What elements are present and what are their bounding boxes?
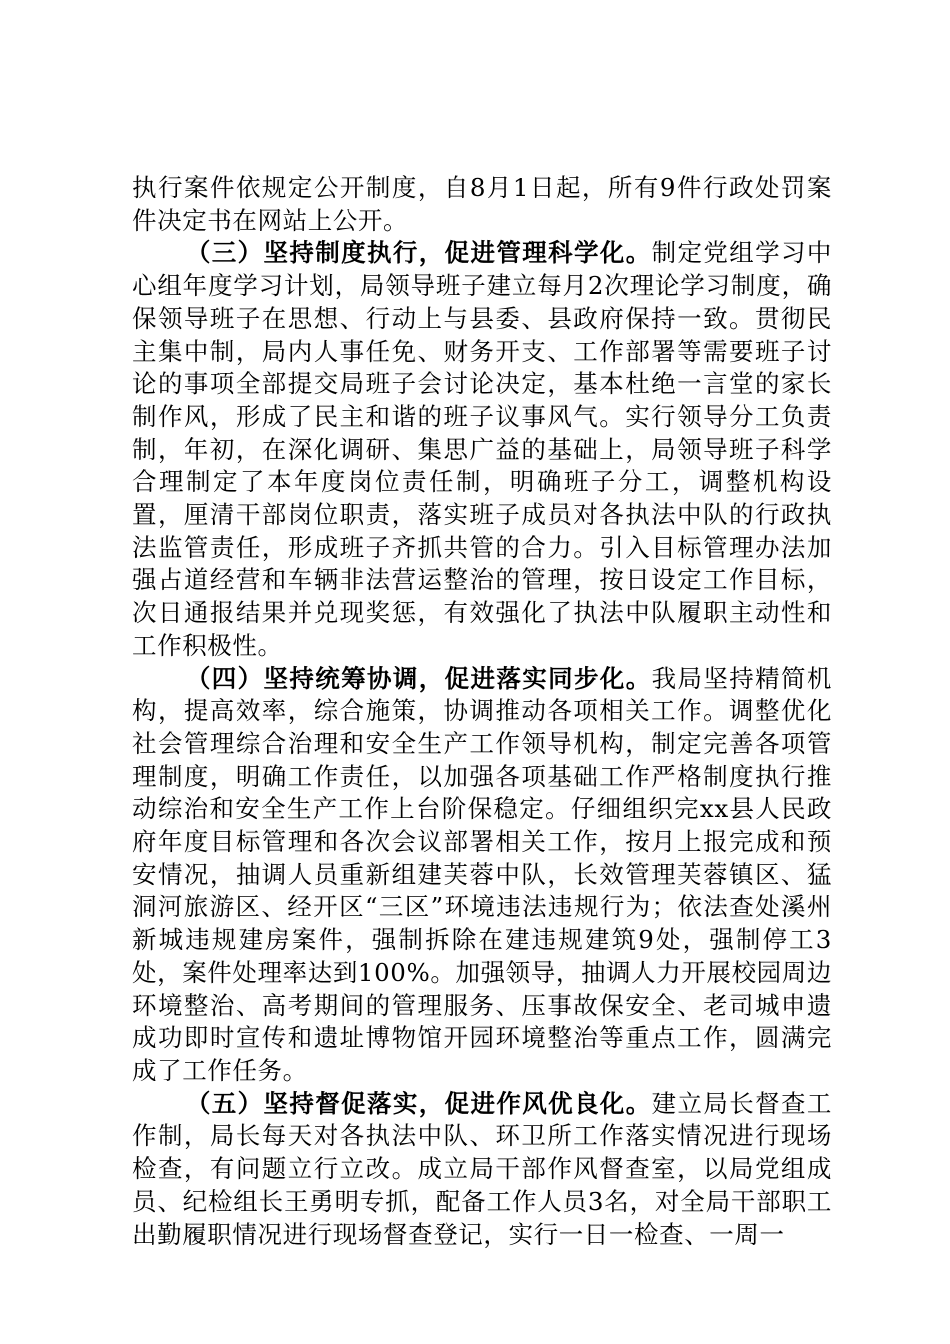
paragraph-continuation <box>132 172 832 237</box>
paragraph-text: 我局坚持精简机构，提高效率，综合施策，协调推动各项相关工作。调整优化社会管理综合治理和安全生产工作领导机构，制定完善各项管理制度，明确工作责任，以加强各项基础工作严格制度执行推动综治和安全生产工作上台阶保稳定。仔细组织完xx县人民政府年度目标管理和各次会议部署相关工作，按月上报完成和预安情况，抽调人员重新组建芙蓉中队，长效管理芙蓉镇区、猛洞河旅游区、经开区“三区”环境违法违规行为；依法查处溪州新城违规建房案件，强制拆除在建违规建筑9处，强制停工3处，案件处理率达到100%。加强领导，抽调人力开展校园周边环境整治、高考期间的管理服务、压事故保安全、老司城申遗成功即时宣传和遗址博物馆开园环境整治等重点工作，圆满完成了工作任务。 <box>132 663 832 1085</box>
paragraph-text: 制定党组学习中心组年度学习计划，局领导班子建立每月2次理论学习制度，确保领导班子在思想、行动上与县委、县政府保持一致。贯彻民主集中制，局内人事任免、财务开支、工作部署等需要班子讨论的事项全部提交局班子会讨论决定，基本杜绝一言堂的家长制作风，形成了民主和谐的班子议事风气。实行领导分工负责制，年初，在深化调研、集思广益的基础上，局领导班子科学合理制定了本年度岗位责任制，明确班子分工，调整机构设置，厘清干部岗位职责，落实班子成员对各执法中队的行政执法监管责任，形成班子齐抓共管的合力。引入目标管理办法加强占道经营和车辆非法营运整治的管理，按日设定工作目标，次日通报结果并兑现奖惩，有效强化了执法中队履职主动性和工作积极性。 <box>132 238 832 660</box>
paragraph-section-3 <box>132 237 832 662</box>
paragraph-text: 建立局长督查工作制，局长每天对各执法中队、环卫所工作落实情况进行现场检查，有问题立行立改。成立局干部作风督查室，以局党组成员、纪检组长王勇明专抓，配备工作人员3名，对全局干部职工出勤履职情况进行现场督查登记，实行一日一检查、一周一 <box>132 1088 832 1249</box>
paragraph-text: 执行案件依规定公开制度，自8月1日起，所有9件行政处罚案件决定书在网站上公开。 <box>132 173 832 235</box>
section-heading: （三）坚持制度执行，促进管理科学化。 <box>185 238 652 268</box>
section-heading: （四）坚持统筹协调，促进落实同步化。 <box>185 663 652 693</box>
document-page <box>132 172 832 1251</box>
paragraph-section-4 <box>132 663 832 1088</box>
section-heading: （五）坚持督促落实，促进作风优良化。 <box>185 1088 652 1118</box>
paragraph-section-5 <box>132 1088 832 1252</box>
